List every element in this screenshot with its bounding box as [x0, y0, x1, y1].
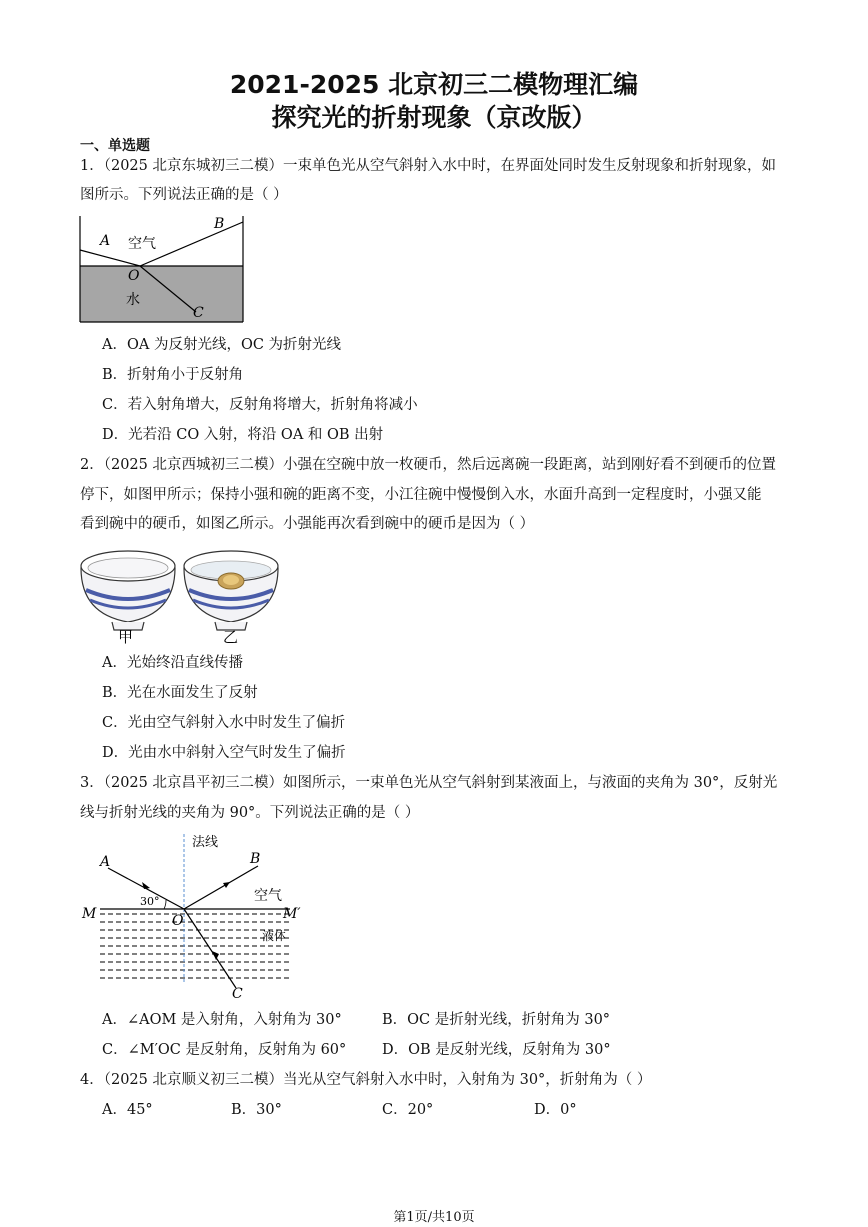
q2-option-d[interactable]: D．光由水中斜射入空气时发生了偏折: [102, 745, 346, 761]
q1-stem-line2: 图所示。下列说法正确的是（ ）: [80, 187, 288, 203]
label-a: A: [100, 233, 111, 249]
q2-figure: [78, 542, 284, 644]
label-b: B: [214, 216, 225, 232]
label-jia: 甲: [118, 628, 134, 644]
q3-stem-line2: 线与折射光线的夹角为 90°。下列说法正确的是（ ）: [80, 805, 420, 821]
doc-title-line1: 2021-2025 北京初三二模物理汇编: [229, 70, 639, 99]
q3-stem-line1: 3．（2025 北京昌平初三二模）如图所示，一束单色光从空气斜射到某液面上，与液面的夹角为 30°，反射光: [80, 775, 778, 791]
q3-option-c[interactable]: C．∠M′OC 是反射角，反射角为 60°: [102, 1042, 347, 1058]
q2-stem-line2: 停下，如图甲所示；保持小强和碗的距离不变，小江往碗中慢慢倒入水，水面升高到一定程度时，小强又能: [80, 487, 762, 503]
q2-stem-line1: 2．（2025 北京西城初三二模）小强在空碗中放一枚硬币，然后远离碗一段距离，站到刚好看不到硬币的位置: [80, 457, 776, 473]
q3-figure: [78, 830, 308, 1002]
q3-option-b[interactable]: B．OC 是折射光线，折射角为 30°: [382, 1012, 611, 1028]
q2-option-b[interactable]: B．光在水面发生了反射: [102, 685, 258, 701]
label-angle: 30°: [140, 895, 160, 908]
q1-option-a[interactable]: A．OA 为反射光线，OC 为折射光线: [102, 337, 342, 353]
label-air: 空气: [128, 236, 156, 252]
label-o: O: [172, 913, 184, 929]
q4-option-c[interactable]: C．20°: [382, 1102, 434, 1118]
q4-stem-line1: 4．（2025 北京顺义初三二模）当光从空气斜射入水中时，入射角为 30°，折射角为（ ）: [80, 1072, 652, 1088]
bowl-yi: [184, 551, 278, 630]
q1-figure: [78, 212, 246, 324]
q3-option-a[interactable]: A．∠AOM 是入射角，入射角为 30°: [102, 1012, 342, 1028]
q3-option-d[interactable]: D．OB 是反射光线，反射角为 30°: [382, 1042, 611, 1058]
liquid-area: [100, 914, 290, 978]
label-c: C: [232, 986, 243, 1002]
q1-option-c[interactable]: C．若入射角增大，反射角将增大，折射角将减小: [102, 397, 418, 413]
q2-option-a[interactable]: A．光始终沿直线传播: [102, 655, 243, 671]
section-heading: 一、单选题: [80, 138, 150, 154]
arrow-oc: [212, 951, 219, 960]
water-area: [80, 266, 243, 322]
q1-stem-line1: 1．（2025 北京东城初三二模）一束单色光从空气斜射入水中时，在界面处同时发生反射现象和折射现象，如: [80, 158, 776, 174]
arrow-ob: [223, 882, 230, 888]
label-yi: 乙: [223, 628, 239, 644]
arrow-ao: [142, 882, 150, 889]
label-a: A: [100, 854, 111, 870]
label-o: O: [128, 268, 140, 284]
label-water: 水: [126, 292, 140, 308]
ray-oc: [184, 909, 236, 988]
label-air: 空气: [254, 888, 282, 904]
label-liquid: 液体: [262, 929, 287, 943]
ray-oa: [80, 250, 140, 266]
q4-option-d[interactable]: D．0°: [534, 1102, 577, 1118]
q2-option-c[interactable]: C．光由空气斜射入水中时发生了偏折: [102, 715, 346, 731]
q1-option-d[interactable]: D．光若沿 CO 入射，将沿 OA 和 OB 出射: [102, 427, 384, 443]
label-m-prime: M′: [283, 906, 301, 922]
label-c: C: [193, 305, 204, 321]
q4-option-a[interactable]: A．45°: [102, 1102, 153, 1118]
q2-stem-line3: 看到碗中的硬币，如图乙所示。小强能再次看到碗中的硬币是因为（ ）: [80, 516, 535, 532]
label-normal: 法线: [192, 835, 219, 850]
ray-ob: [184, 866, 258, 909]
doc-title-line2: 探究光的折射现象（京改版）: [271, 103, 597, 132]
label-b: B: [250, 851, 261, 867]
bowl-jia: [81, 551, 175, 630]
q1-option-b[interactable]: B．折射角小于反射角: [102, 367, 244, 383]
q4-option-b[interactable]: B．30°: [231, 1102, 282, 1118]
page-footer: 第1页/共10页: [393, 1210, 475, 1225]
label-m: M: [82, 906, 97, 922]
